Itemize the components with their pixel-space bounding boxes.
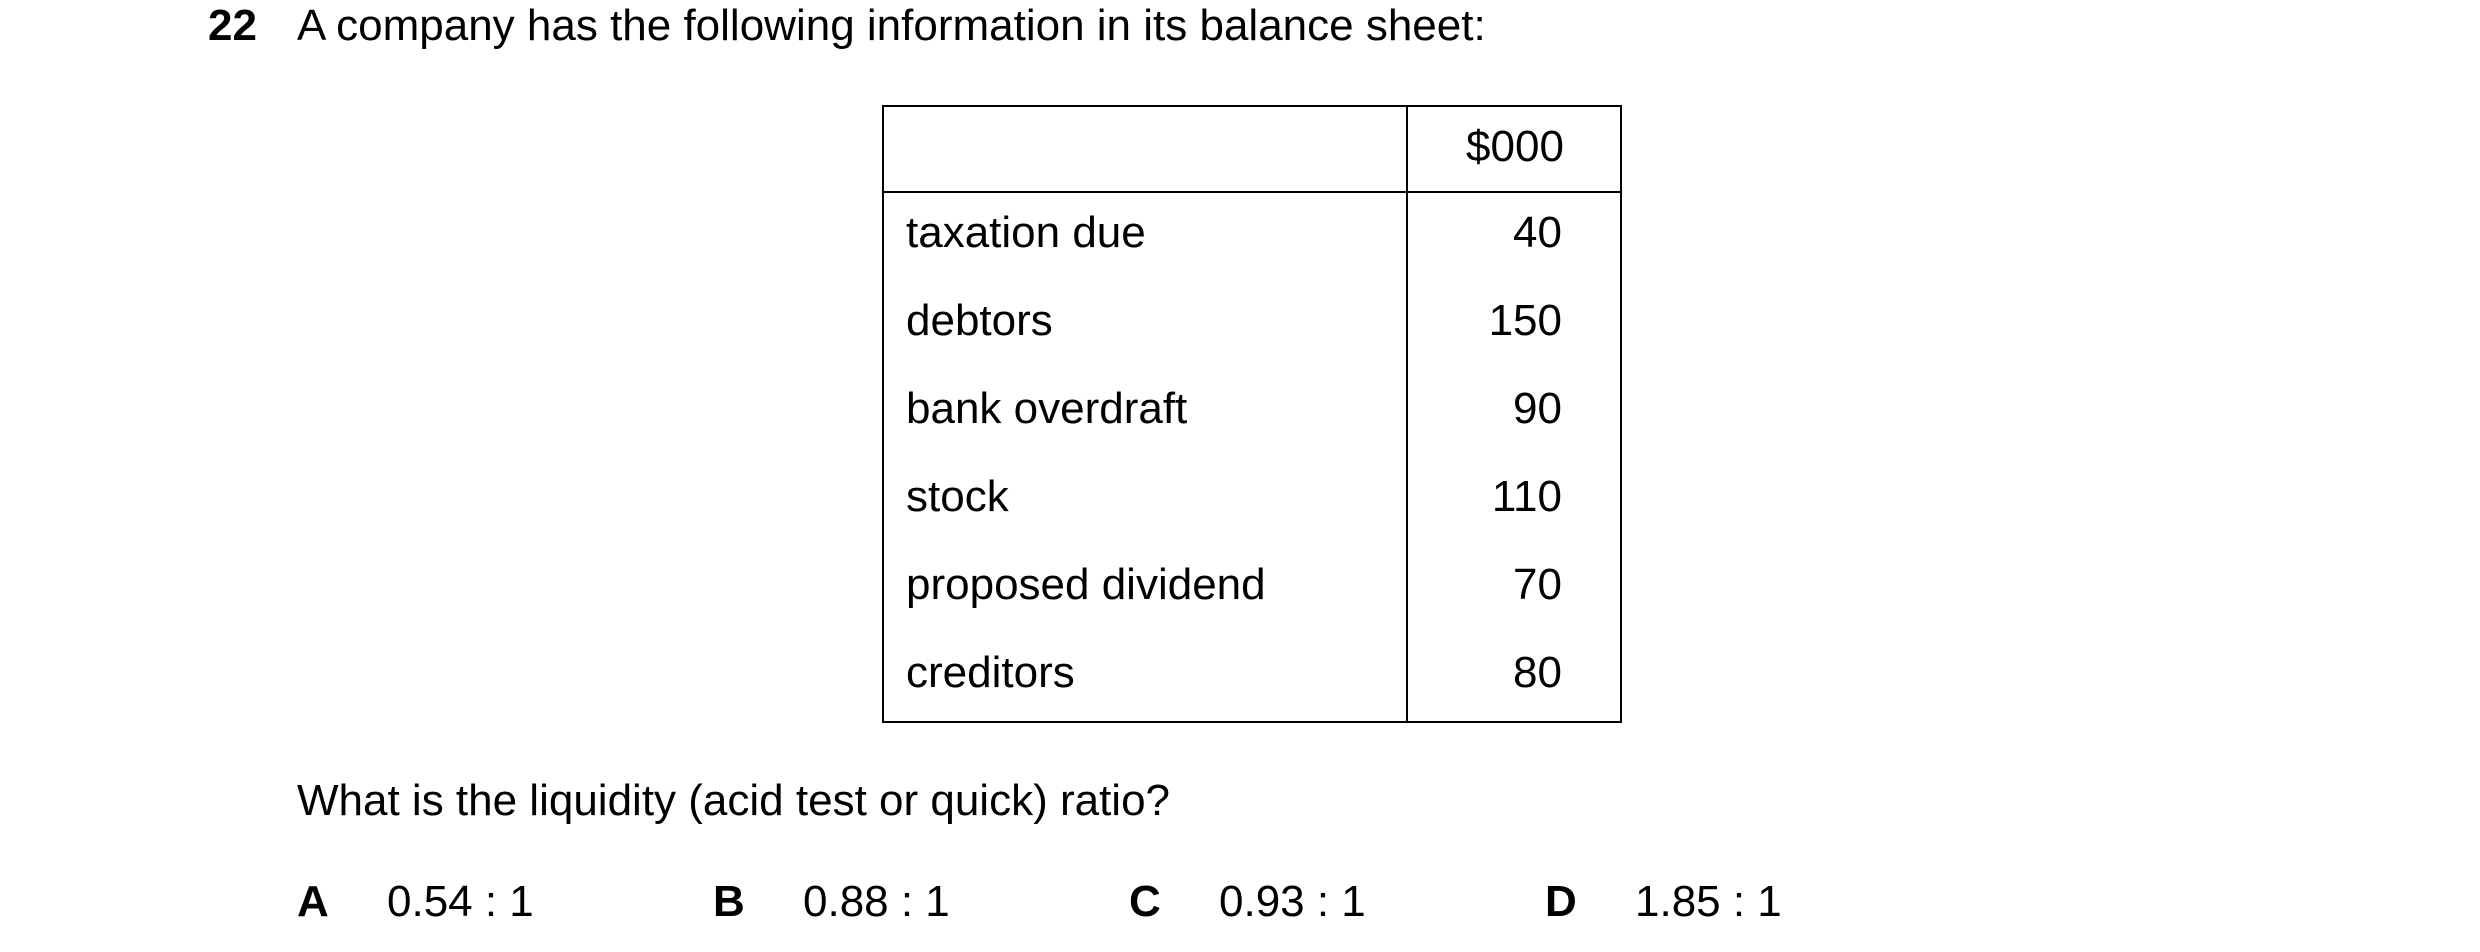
row-value: 150 — [1488, 296, 1562, 345]
balance-sheet-table — [882, 105, 1622, 723]
row-value: 110 — [1491, 472, 1562, 521]
option-text: 0.93 : 1 — [1219, 877, 1366, 926]
option-c[interactable] — [1129, 876, 1366, 928]
option-letter: B — [713, 877, 745, 926]
option-text: 0.88 : 1 — [803, 877, 950, 926]
row-value: 80 — [1513, 648, 1562, 697]
option-letter: C — [1129, 877, 1161, 926]
table-row — [884, 633, 1620, 721]
row-label: proposed dividend — [906, 560, 1266, 609]
row-label: stock — [906, 472, 1009, 521]
option-d[interactable] — [1545, 876, 1782, 928]
row-label: creditors — [906, 648, 1075, 697]
row-value: 40 — [1513, 208, 1562, 257]
row-label: taxation due — [906, 208, 1146, 257]
row-value: 90 — [1513, 384, 1562, 433]
question-prompt: What is the liquidity (acid test or quick) ratio? — [297, 776, 1171, 825]
option-letter: A — [297, 877, 329, 926]
question-number: 22 — [208, 1, 257, 50]
table-row — [884, 545, 1620, 633]
row-label: debtors — [906, 296, 1053, 345]
table-row — [884, 369, 1620, 457]
table-row — [884, 457, 1620, 545]
option-a[interactable] — [297, 876, 534, 928]
option-text: 0.54 : 1 — [387, 877, 534, 926]
table-row — [884, 281, 1620, 369]
row-value: 70 — [1513, 560, 1562, 609]
row-label: bank overdraft — [906, 384, 1188, 433]
table-row — [884, 193, 1620, 281]
option-text: 1.85 : 1 — [1635, 877, 1782, 926]
question-stem: A company has the following information in its balance sheet: — [297, 1, 1486, 50]
option-b[interactable] — [713, 876, 950, 928]
option-letter: D — [1545, 877, 1577, 926]
unit-header: $000 — [1466, 122, 1564, 171]
